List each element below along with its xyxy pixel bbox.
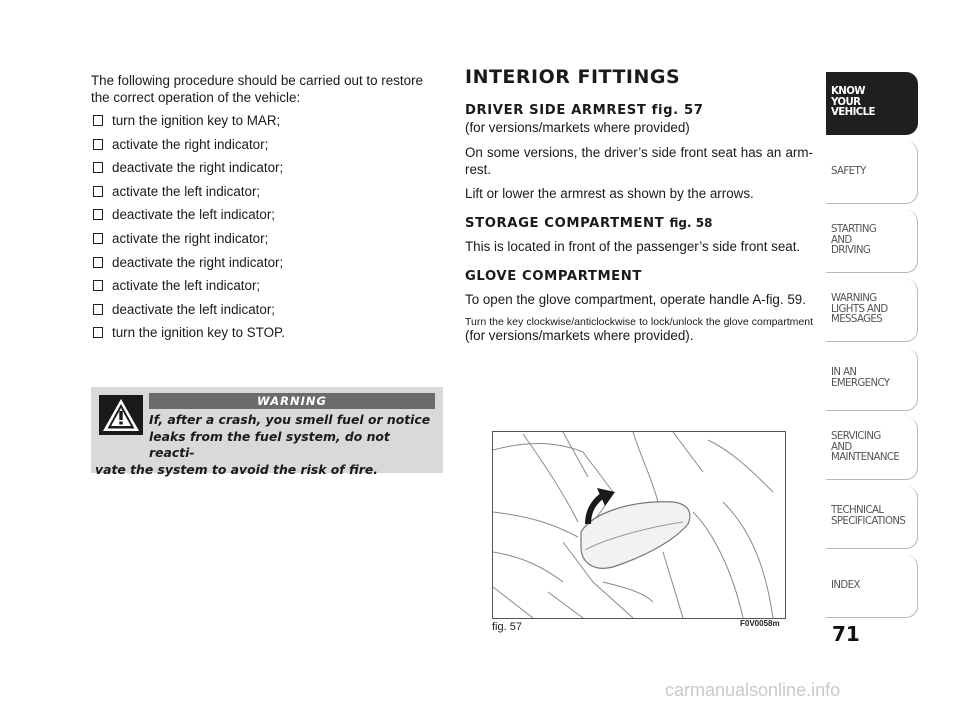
- list-item: turn the ignition key to MAR;: [91, 112, 443, 129]
- page-number: 71: [832, 622, 860, 646]
- checkbox-bullet-icon: [93, 257, 103, 268]
- armrest-note: (for versions/markets where provided): [465, 120, 690, 135]
- tab-starting-and-driving[interactable]: STARTING AND DRIVING: [826, 210, 918, 273]
- tab-index[interactable]: INDEX: [826, 555, 918, 618]
- tab-servicing[interactable]: SERVICING AND MAINTENANCE: [826, 417, 918, 480]
- armrest-illustration: [492, 431, 786, 619]
- armrest-instruction: Lift or lower the armrest as shown by the arrows.: [465, 186, 754, 201]
- checkbox-bullet-icon: [93, 280, 103, 291]
- tab-safety[interactable]: SAFETY: [826, 141, 918, 204]
- glove-heading: GLOVE COMPARTMENT: [465, 269, 643, 284]
- checkbox-bullet-icon: [93, 233, 103, 244]
- armrest-paragraph: On some versions, the driver’s side front seat has an arm-rest.: [465, 145, 813, 177]
- list-item: deactivate the left indicator;: [91, 206, 443, 223]
- storage-paragraph: This is located in front of the passenger’s side front seat.: [465, 239, 801, 254]
- watermark-text: carmanualsonline.info: [665, 680, 841, 700]
- checkbox-bullet-icon: [93, 115, 103, 126]
- tab-warning-lights[interactable]: WARNING LIGHTS AND MESSAGES: [826, 279, 918, 342]
- list-item: activate the left indicator;: [91, 277, 443, 294]
- armrest-drawing: [493, 432, 785, 618]
- checkbox-bullet-icon: [93, 304, 103, 315]
- list-item: deactivate the right indicator;: [91, 254, 443, 271]
- figure-code: F0V0058m: [740, 619, 780, 628]
- warning-text: If, after a crash, you smell fuel or notice leaks from the fuel system, do not reacti- vate the system to avoid the risk of fire.: [95, 412, 431, 477]
- section-title: INTERIOR FITTINGS: [465, 66, 681, 88]
- list-item: deactivate the right indicator;: [91, 159, 443, 176]
- figure-caption: fig. 57: [492, 621, 522, 633]
- glove-paragraph: To open the glove compartment, operate handle A-fig. 59.: [465, 292, 806, 307]
- tab-in-an-emergency[interactable]: IN AN EMERGENCY: [826, 348, 918, 411]
- warning-box: [91, 387, 443, 477]
- list-item: activate the left indicator;: [91, 183, 443, 200]
- checkbox-bullet-icon: [93, 209, 103, 220]
- checkbox-bullet-icon: [93, 162, 103, 173]
- storage-heading: STORAGE COMPARTMENT fig. 58: [465, 216, 713, 231]
- procedure-column: [91, 72, 443, 348]
- glove-note: Turn the key clockwise/anticlockwise to lock/unlock the glove compartment (for versions/markets where provided).: [465, 316, 813, 343]
- list-item: activate the right indicator;: [91, 230, 443, 247]
- checkbox-bullet-icon: [93, 327, 103, 338]
- procedure-intro: The following procedure should be carried out to restore the correct operation of the vehicle:: [91, 73, 423, 105]
- tab-technical-specifications[interactable]: TECHNICAL SPECIFICATIONS: [826, 486, 918, 549]
- list-item: turn the ignition key to STOP.: [91, 324, 443, 341]
- list-item: activate the right indicator;: [91, 136, 443, 153]
- armrest-heading: DRIVER SIDE ARMREST fig. 57: [465, 103, 704, 118]
- tab-know-your-vehicle[interactable]: KNOW YOUR VEHICLE: [826, 72, 918, 135]
- list-item: deactivate the left indicator;: [91, 301, 443, 318]
- procedure-steps: [91, 112, 443, 341]
- checkbox-bullet-icon: [93, 139, 103, 150]
- warning-header: WARNING: [149, 393, 435, 409]
- interior-fittings-column: [465, 66, 813, 344]
- checkbox-bullet-icon: [93, 186, 103, 197]
